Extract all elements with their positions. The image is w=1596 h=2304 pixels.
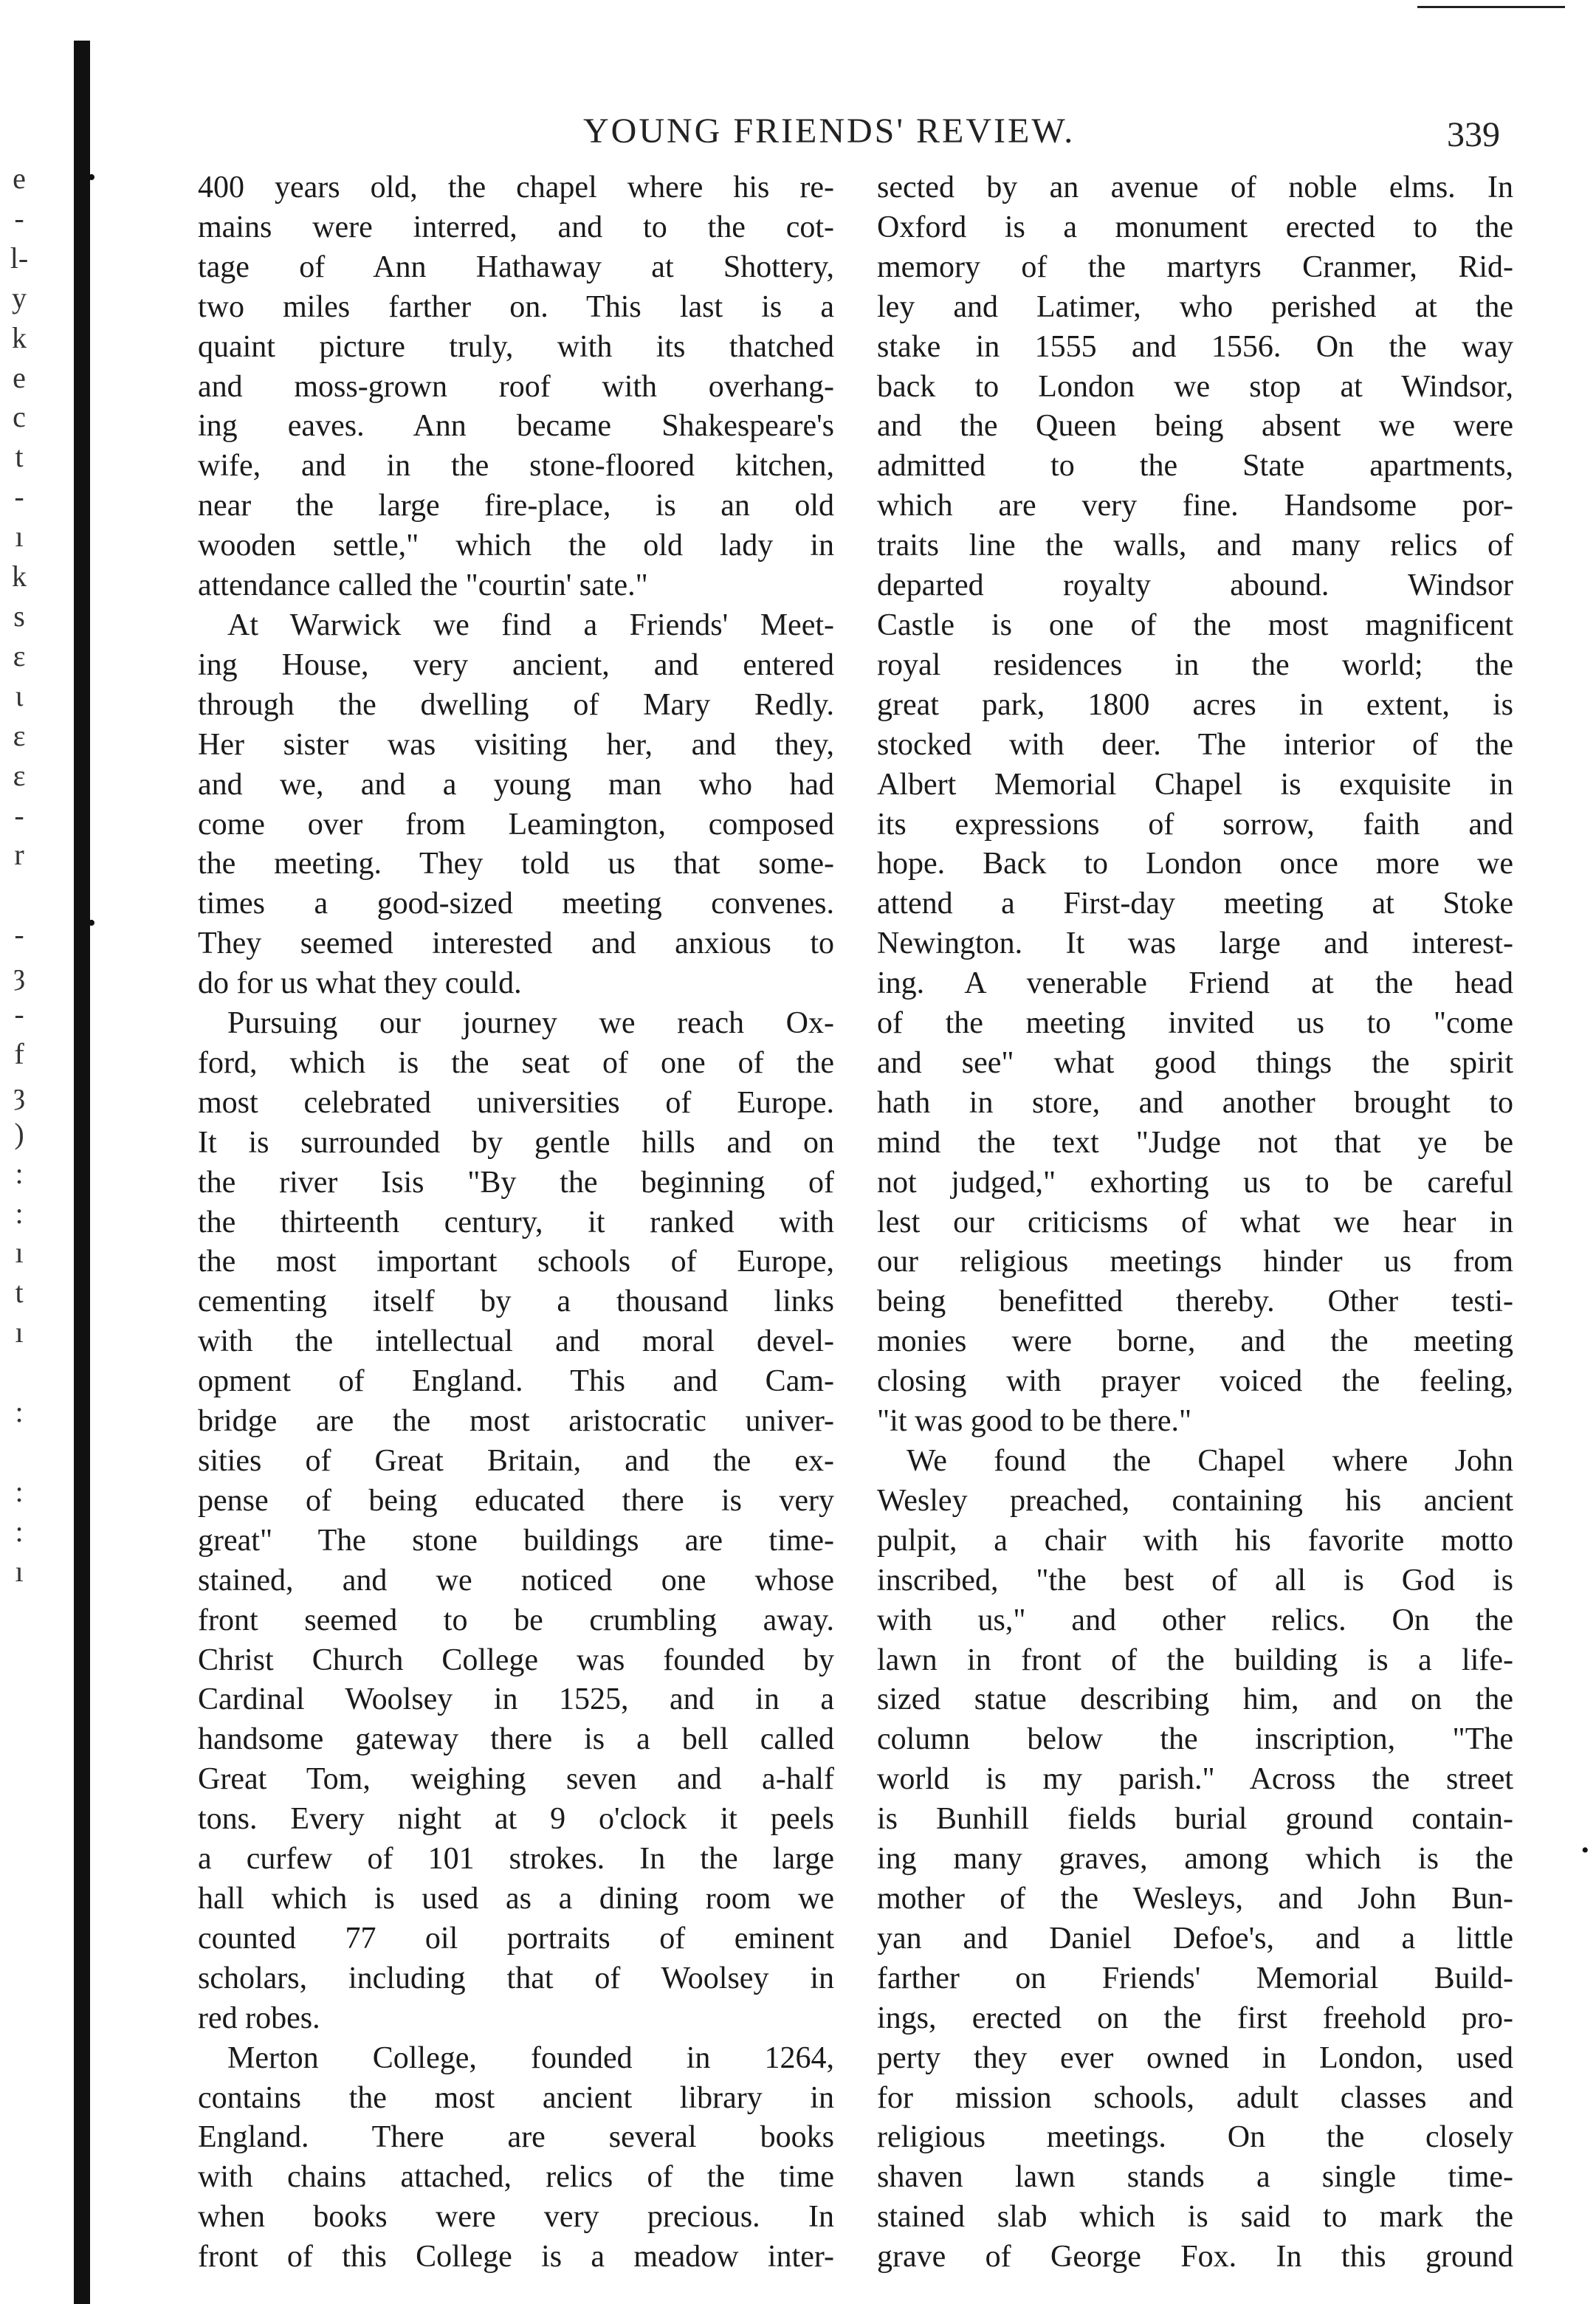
text-line: Pursuing our journey we reach Ox- [227, 1006, 834, 1041]
running-title: YOUNG FRIENDS' REVIEW. [583, 111, 1076, 151]
text-line: Cardinal Woolsey in 1525, and in a [198, 1682, 834, 1717]
text-line: most celebrated universities of Europe. [198, 1085, 834, 1120]
text-line: bridge are the most aristocratic univer- [198, 1404, 834, 1439]
text-line: lest our criticisms of what we hear in [877, 1205, 1513, 1239]
margin-fragment: l- [10, 241, 29, 275]
left-text-column [198, 168, 834, 2277]
margin-fragment: ε [13, 758, 26, 792]
margin-fragment: - [14, 798, 24, 832]
text-line: shaven lawn stands a single time- [877, 2160, 1513, 2195]
margin-fragment: : [15, 1514, 24, 1548]
top-rule [1417, 6, 1565, 8]
text-line: times a good-sized meeting convenes. [198, 887, 834, 921]
text-line: wooden settle," which the old lady in [198, 529, 834, 563]
text-line: world is my parish." Across the street [877, 1762, 1513, 1797]
text-line: We found the Chapel where John [907, 1444, 1513, 1478]
text-line: sities of Great Britain, and the ex- [198, 1444, 834, 1478]
text-line: memory of the martyrs Cranmer, Rid- [877, 250, 1513, 284]
text-line: It is surrounded by gentle hills and on [198, 1125, 834, 1160]
text-line: ing. A venerable Friend at the head [877, 966, 1513, 1001]
margin-mark: • [1581, 1838, 1589, 1863]
text-line: pulpit, a chair with his favorite motto [877, 1523, 1513, 1558]
right-text-column [877, 168, 1513, 2277]
text-line: with us," and other relics. On the [877, 1603, 1513, 1637]
margin-fragment: s [13, 599, 25, 633]
text-line: and the Queen being absent we were [877, 409, 1513, 444]
text-line: monies were borne, and the meeting [877, 1324, 1513, 1359]
text-line: yan and Daniel Defoe's, and a little [877, 1921, 1513, 1956]
text-line: ford, which is the seat of one of the [198, 1045, 834, 1080]
text-line: not judged," exhorting us to be careful [877, 1165, 1513, 1200]
text-line: cementing itself by a thousand links [198, 1285, 834, 1319]
margin-fragment [4, 875, 34, 915]
text-line: lawn in front of the building is a life- [877, 1643, 1513, 1677]
text-line: near the large fire-place, is an old [198, 489, 834, 523]
adjacent-page-fragments [4, 159, 34, 1592]
text-line: opment of England. This and Cam- [198, 1364, 834, 1399]
text-line: front of this College is a meadow inter- [198, 2240, 834, 2274]
text-line: contains the most ancient library in [198, 2080, 834, 2115]
margin-fragment: k [12, 560, 27, 594]
text-line: front seemed to be crumbling away. [198, 1603, 834, 1637]
text-line: red robes. [198, 2001, 320, 2035]
margin-fragment: ı [15, 1554, 24, 1588]
text-line: back to London we stop at Windsor, [877, 369, 1513, 404]
text-line: great park, 1800 acres in extent, is [877, 687, 1513, 722]
text-line: Her sister was visiting her, and they, [198, 727, 834, 762]
margin-fragment: ε [13, 639, 26, 673]
text-line: our religious meetings hinder us from [877, 1245, 1513, 1279]
text-line: when books were very precious. In [198, 2200, 834, 2235]
gutter-mark: • [87, 909, 96, 937]
text-line: the meeting. They told us that some- [198, 847, 834, 881]
margin-fragment: t [15, 1276, 24, 1310]
text-line: royal residences in the world; the [877, 647, 1513, 682]
text-line: England. There are several books [198, 2120, 834, 2155]
margin-fragment: ı [15, 1236, 24, 1270]
text-line: hath in store, and another brought to [877, 1085, 1513, 1120]
margin-fragment: e [13, 360, 26, 394]
gutter-mark: • [87, 164, 96, 191]
text-line: Oxford is a monument erected to the [877, 210, 1513, 244]
margin-fragment: : [15, 1156, 24, 1190]
text-line: two miles farther on. This last is a [198, 289, 834, 324]
margin-fragment: e [13, 162, 26, 195]
text-line: column below the inscription, "The [877, 1722, 1513, 1757]
text-line: "it was good to be there." [877, 1404, 1192, 1439]
text-line: Castle is one of the most magnificent [877, 608, 1513, 642]
text-line: religious meetings. On the closely [877, 2120, 1513, 2155]
text-line: scholars, including that of Woolsey in [198, 1961, 834, 1995]
margin-fragment: - [14, 480, 24, 514]
text-line: They seemed interested and anxious to [198, 926, 834, 961]
text-line: its expressions of sorrow, faith and [877, 807, 1513, 842]
text-line: and see" what good things the spirit [877, 1045, 1513, 1080]
text-line: hall which is used as a dining room we [198, 1881, 834, 1916]
text-line: inscribed, "the best of all is God is [877, 1563, 1513, 1598]
text-line: sized statue describing him, and on the [877, 1682, 1513, 1717]
margin-fragment: ȝ [13, 957, 25, 991]
margin-fragment [4, 1352, 34, 1392]
margin-fragment: ı [15, 1316, 24, 1349]
text-line: perty they ever owned in London, used [877, 2040, 1513, 2075]
text-line: stained slab which is said to mark the [877, 2200, 1513, 2235]
text-line: stained, and we noticed one whose [198, 1563, 834, 1598]
margin-fragment: c [13, 400, 26, 434]
text-line: the most important schools of Europe, [198, 1245, 834, 1279]
text-line: is Bunhill fields burial ground contain- [877, 1802, 1513, 1837]
text-line: which are very fine. Handsome por- [877, 489, 1513, 523]
text-line: do for us what they could. [198, 966, 522, 1001]
text-line: stocked with deer. The interior of the [877, 727, 1513, 762]
text-line: Great Tom, weighing seven and a-half [198, 1762, 834, 1797]
text-line: 400 years old, the chapel where his re- [198, 171, 834, 204]
text-line: the thirteenth century, it ranked with [198, 1205, 834, 1239]
text-line: the river Isis "By the beginning of [198, 1165, 834, 1200]
text-line: mains were interred, and to the cot- [198, 210, 834, 244]
text-line: Merton College, founded in 1264, [227, 2040, 834, 2075]
text-line: hope. Back to London once more we [877, 847, 1513, 881]
text-line: ing House, very ancient, and entered [198, 647, 834, 682]
margin-fragment: - [14, 918, 24, 952]
text-line: of the meeting invited us to "come [877, 1006, 1513, 1041]
text-line: and moss-grown roof with overhang- [198, 369, 834, 404]
margin-fragment: : [15, 1196, 24, 1230]
page-number: 339 [1447, 115, 1500, 154]
text-line: attendance called the "courtin' sate." [198, 568, 648, 603]
margin-fragment: k [12, 320, 27, 354]
margin-fragment: y [12, 281, 27, 314]
text-line: come over from Leamington, composed [198, 807, 834, 842]
text-line: sected by an avenue of noble elms. In [877, 171, 1513, 204]
text-line: grave of George Fox. In this ground [877, 2240, 1513, 2274]
text-line: pense of being educated there is very [198, 1483, 834, 1518]
text-line: mother of the Wesleys, and John Bun- [877, 1881, 1513, 1916]
margin-fragment: - [14, 997, 24, 1031]
text-line: traits line the walls, and many relics of [877, 529, 1513, 563]
text-line: ing many graves, among which is the [877, 1842, 1513, 1877]
text-line: tage of Ann Hathaway at Shottery, [198, 250, 834, 284]
text-line: admitted to the State apartments, [877, 449, 1513, 484]
margin-fragment: ε [13, 718, 26, 752]
binding-gutter [74, 41, 90, 2304]
text-line: great" The stone buildings are time- [198, 1523, 834, 1558]
text-line: quaint picture truly, with its thatched [198, 329, 834, 364]
margin-fragment: ) [14, 1116, 24, 1150]
text-line: and we, and a young man who had [198, 767, 834, 802]
text-line: through the dwelling of Mary Redly. [198, 687, 834, 722]
margin-fragment: : [15, 1474, 24, 1508]
text-line: mind the text "Judge not that ye be [877, 1125, 1513, 1160]
text-line: for mission schools, adult classes and [877, 2080, 1513, 2115]
text-line: closing with prayer voiced the feeling, [877, 1364, 1513, 1399]
text-line: ings, erected on the first freehold pro- [877, 2001, 1513, 2035]
text-line: counted 77 oil portraits of eminent [198, 1921, 834, 1956]
text-line: with the intellectual and moral devel- [198, 1324, 834, 1359]
text-line: Albert Memorial Chapel is exquisite in [877, 767, 1513, 802]
text-line: stake in 1555 and 1556. On the way [877, 329, 1513, 364]
text-line: Newington. It was large and interest- [877, 926, 1513, 961]
text-line: Christ Church College was founded by [198, 1643, 834, 1677]
text-line: Wesley preached, containing his ancient [877, 1483, 1513, 1518]
text-line: being benefitted thereby. Other testi- [877, 1285, 1513, 1319]
margin-fragment [4, 1432, 34, 1472]
margin-fragment: f [14, 1036, 24, 1070]
margin-fragment: r [14, 838, 24, 872]
margin-fragment: t [15, 440, 24, 474]
margin-fragment: : [15, 1395, 24, 1429]
text-line: departed royalty abound. Windsor [877, 568, 1513, 603]
text-line: farther on Friends' Memorial Build- [877, 1961, 1513, 1995]
margin-fragment: ı [15, 520, 24, 554]
text-line: handsome gateway there is a bell called [198, 1722, 834, 1757]
margin-fragment: ȝ [13, 1076, 25, 1110]
text-line: At Warwick we find a Friends' Meet- [227, 608, 834, 642]
text-line: attend a First-day meeting at Stoke [877, 887, 1513, 921]
margin-fragment: - [14, 201, 24, 235]
text-line: with chains attached, relics of the time [198, 2160, 834, 2195]
text-line: ley and Latimer, who perished at the [877, 289, 1513, 324]
margin-fragment: ι [15, 678, 24, 712]
text-line: tons. Every night at 9 o'clock it peels [198, 1802, 834, 1837]
text-line: wife, and in the stone-floored kitchen, [198, 449, 834, 484]
text-line: ing eaves. Ann became Shakespeare's [198, 409, 834, 444]
text-line: a curfew of 101 strokes. In the large [198, 1842, 834, 1877]
